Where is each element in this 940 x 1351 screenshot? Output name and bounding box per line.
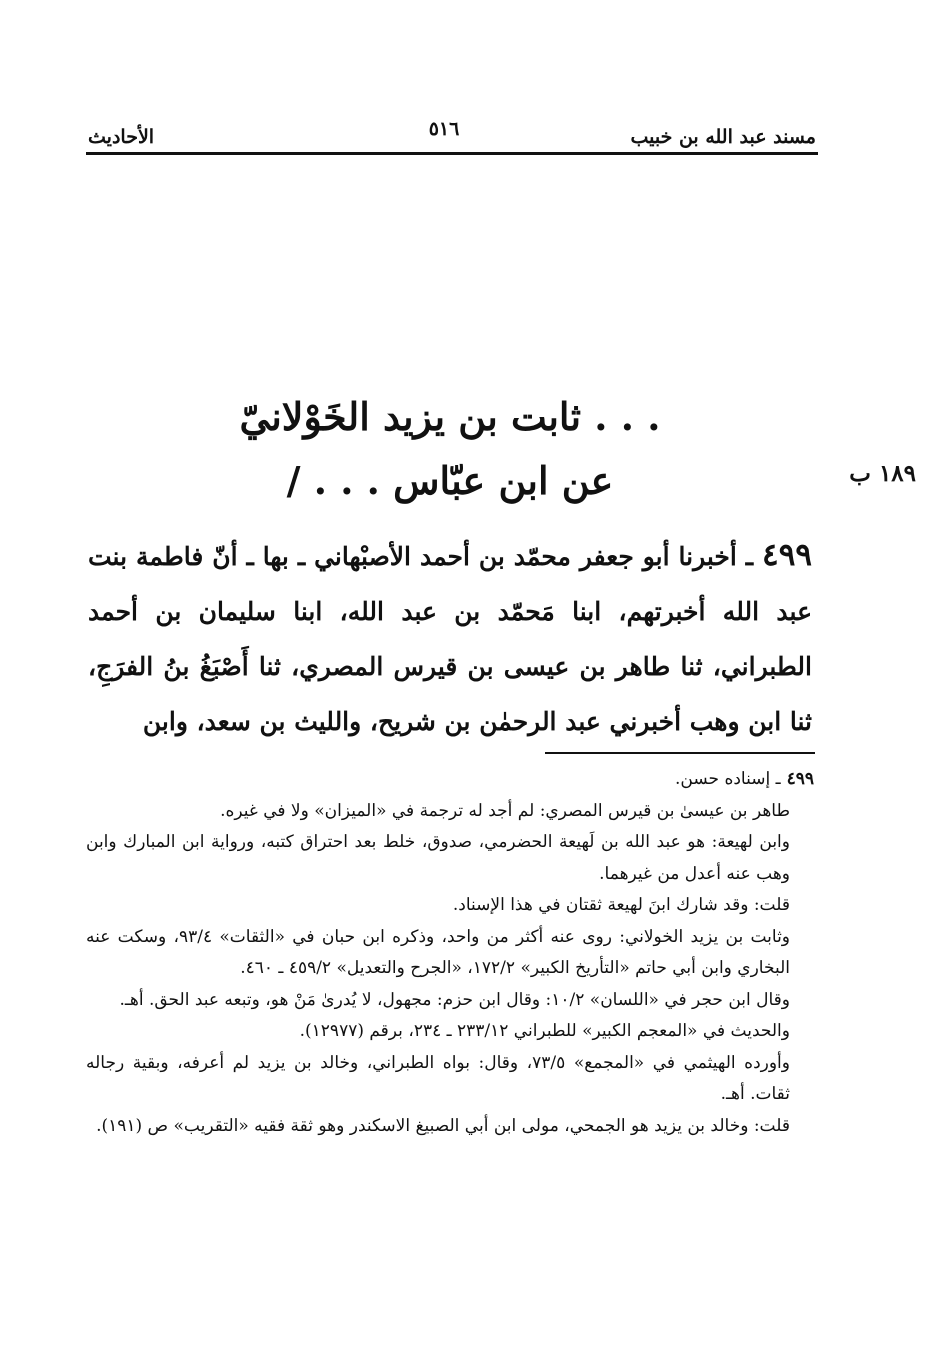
footnote-body [86,796,790,1143]
footnotes-block [86,764,814,1142]
footnote-paragraph: والحديث في «المعجم الكبير» للطبراني ٢٣٣/١٢ ـ ٢٣٤، برقم (١٢٩٧٧). [299,1021,790,1041]
footnote-paragraph: وأورده الهيثمي في «المجمع» ٧٣/٥، وقال: بواه الطبراني، وخالد بن يزيد لم أعرفه، وبقية رجاله ثقات. أهـ. [86,1052,790,1104]
footnote-paragraph: قلت: وقد شارك ابنَ لهيعة ثقتان في هذا الإسناد. [452,895,790,915]
header-section-title: الأحاديث [88,126,155,148]
footnote-number: ٤٩٩ [786,769,814,789]
chapter-title-line-1: . . . ثابت بن يزيد الخَوْلانيّ [239,394,661,439]
header-book-title: مسند عبد الله بن خبيب [630,126,816,148]
footnote-first-line: ـ إسناده حسن. [675,769,781,789]
header-rule [86,152,818,155]
hadith-number: ٤٩٩ [762,537,812,573]
hadith-text-block [88,528,812,749]
chapter-title-line-2: عن ابن عبّاس . . . / [286,458,614,503]
footnote-separator [545,752,815,754]
footnote-paragraph: وقال ابن حجر في «اللسان» ١٠/٢: وقال ابن حزم: مجهول، لا يُدرىٰ مَنْ هو، وتبعه عبد الحق. أهـ. [119,989,790,1010]
footnote-heading [86,764,814,796]
manuscript-folio-note: ١٨٩ ب [849,460,916,487]
page-number: ٥١٦ [428,118,460,140]
footnote-paragraph: قلت: وخالد بن يزيد هو الجمحي، مولى ابن أبي الصبيغ الاسكندر وهو ثقة فقيه «التقريب» ص (١٩١). [96,1115,790,1136]
hadith-body: ـ أخبرنا أبو جعفر محمّد بن أحمد الأصبْهاني ـ بها ـ أنّ فاطمة بنت عبد الله أخبرتهم، ابنا مَحمّد بن عبد الله، ابنا سليمان بن أحمد الطبراني، ثنا طاهر بن عيسى بن قيرس المصري، ثنا أَصْبَغُ بنُ الفرَجِ، ثنا ابن وهب أخبرني عبد الرحمٰن بن شريح، والليث بن سعد، وابن [88,542,812,736]
footnote-paragraph: وابن لهيعة: هو عبد الله بن لَهيعة الحضرمي، صدوق، خلط بعد احتراق كتبه، ورواية ابن المبارك وابن وهب عنه أعدل من غيرهما. [86,832,790,884]
footnote-paragraph: طاهر بن عيسىٰ بن قيرس المصري: لم أجد له ترجمة في «الميزان» ولا في غيره. [220,800,790,821]
footnote-paragraph: وثابت بن يزيد الخولاني: روى عنه أكثر من واحد، وذكره ابن حبان في «الثقات» ٩٣/٤، وسكت عنه البخاري وابن أبي حاتم «التأريخ الكبير» ١٧٢/٢، «الجرح والتعديل» ٤٥٩/٢ ـ ٤٦٠. [86,926,791,978]
